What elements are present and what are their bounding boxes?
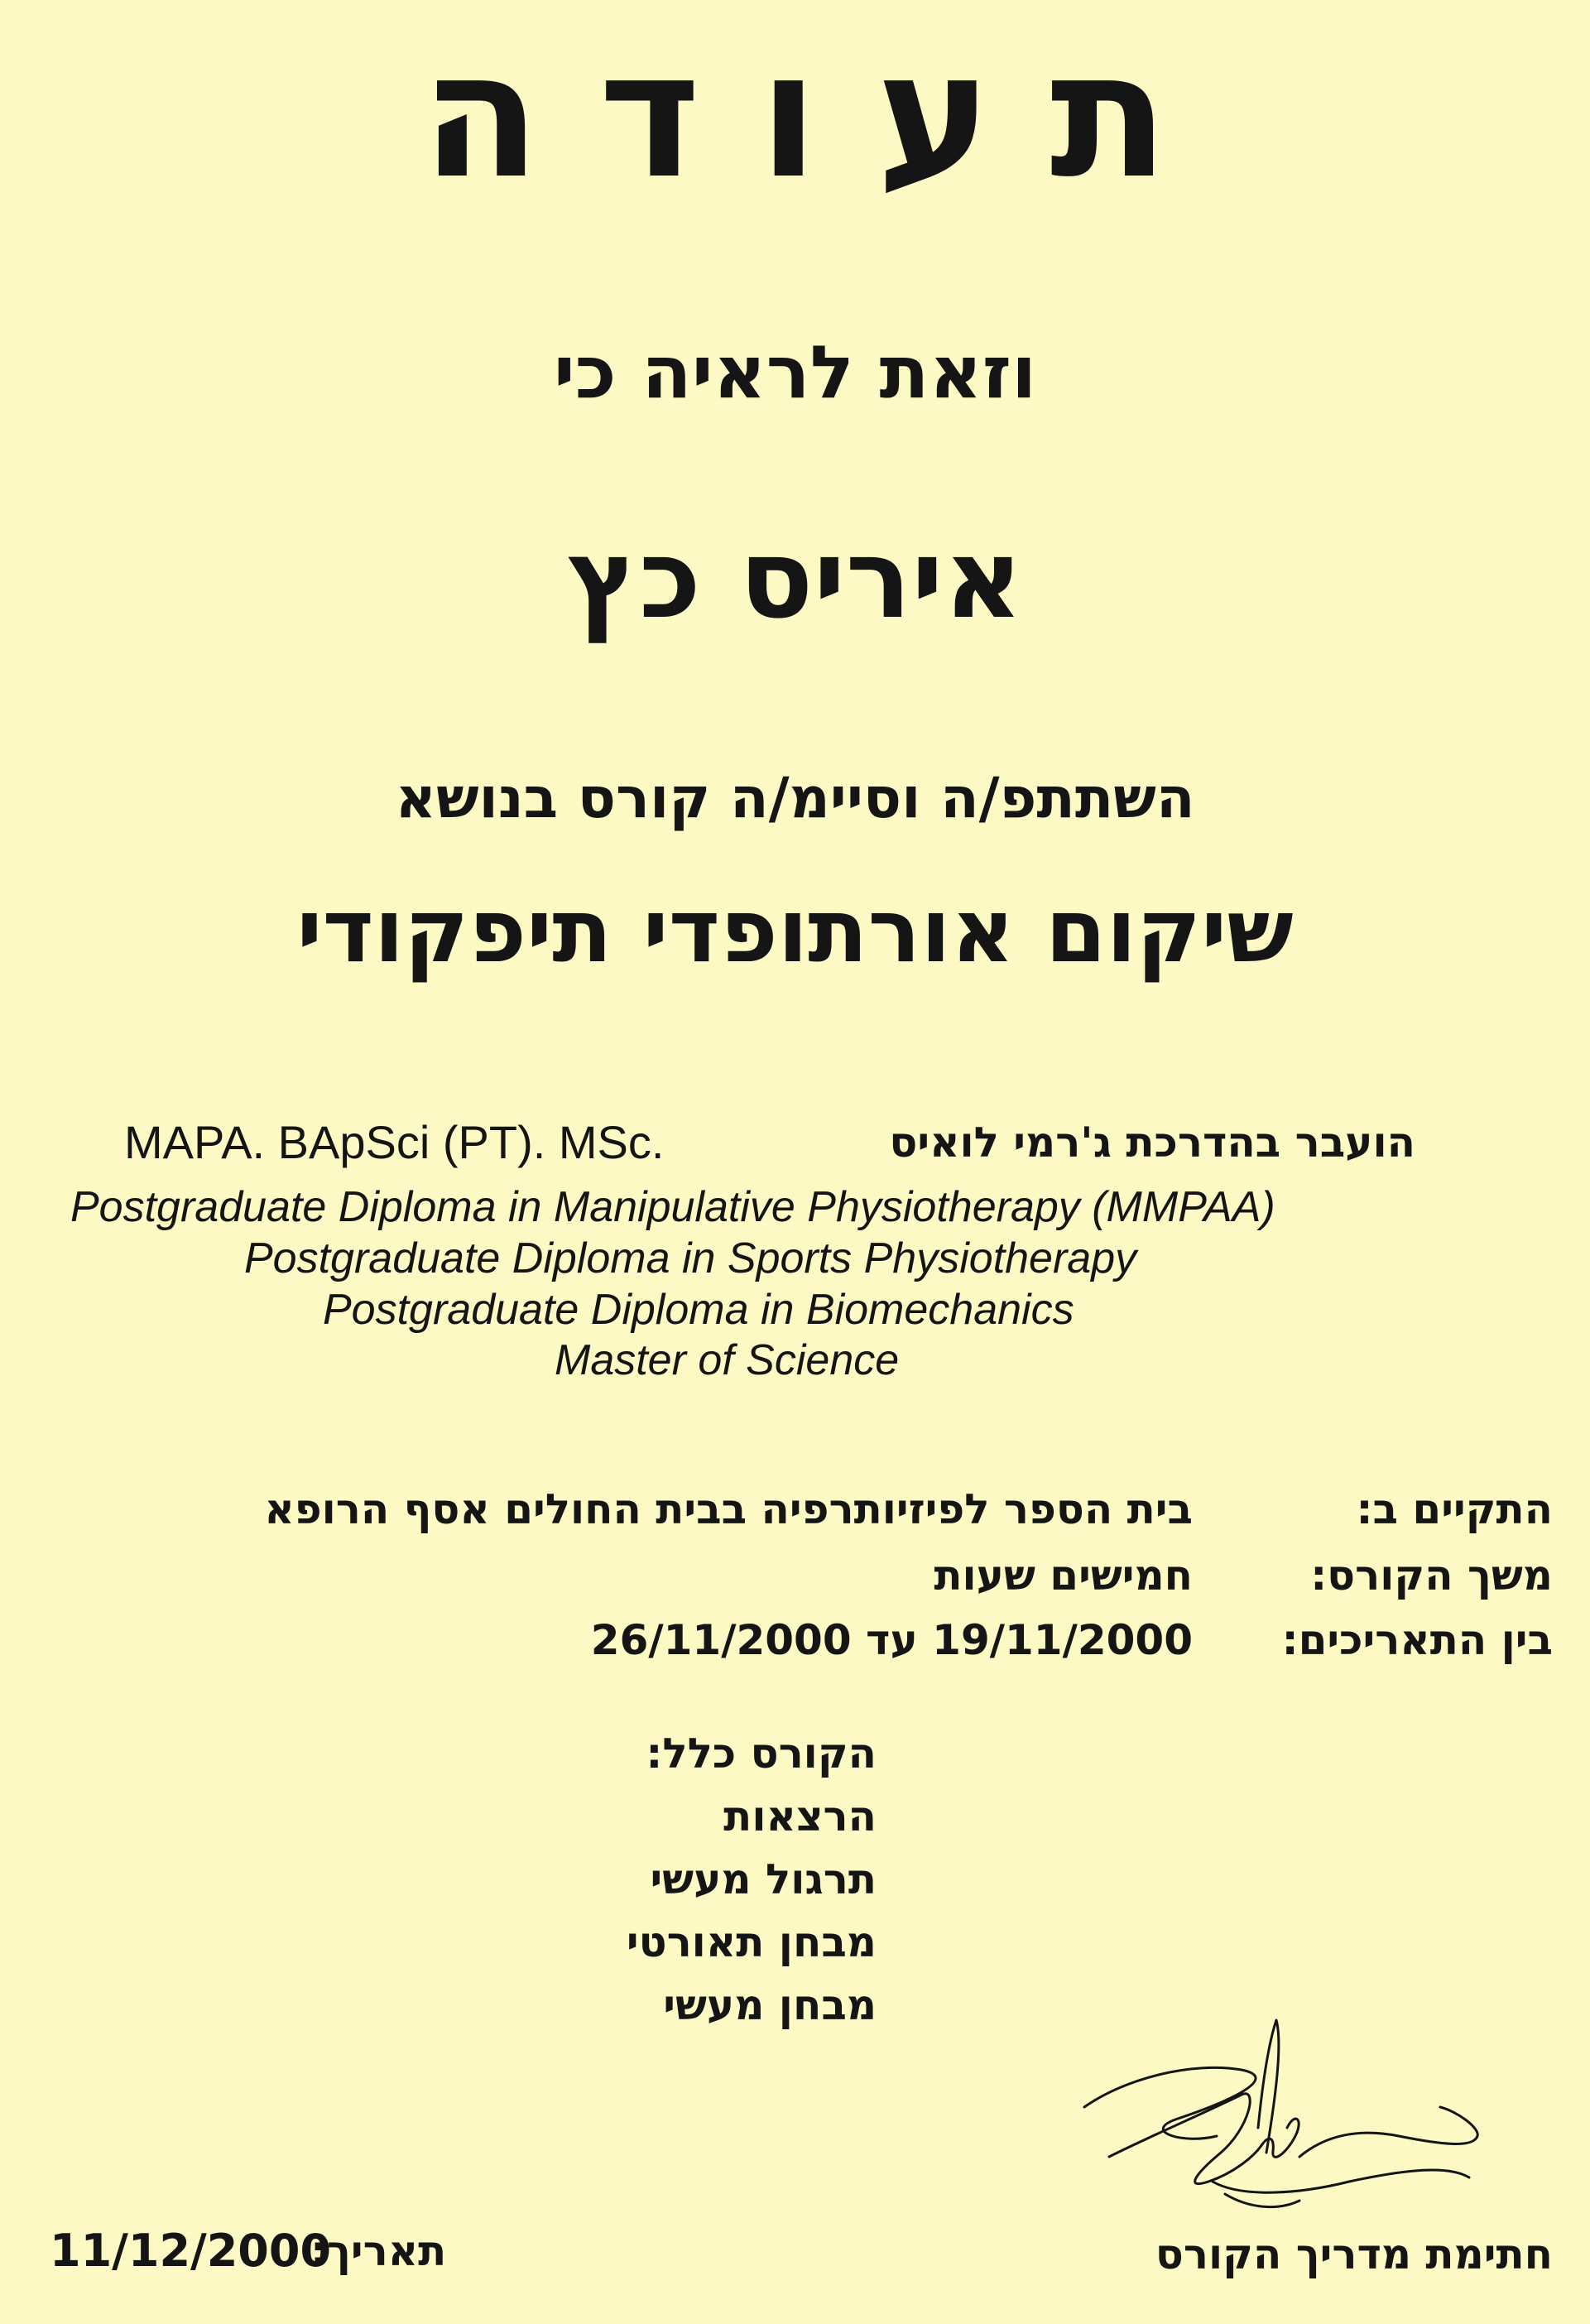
qualification-item: Postgraduate Diploma in Biomechanics [323,1286,1074,1334]
certificate-title: תעודה [420,14,1227,217]
qualification-item: Postgraduate Diploma in Manipulative Physiotherapy (MMPAA) [70,1183,1275,1231]
participated-text: השתתפ/ה וסיימ/ה קורס בנושא [395,766,1195,831]
date-label: תאריך: [310,2227,447,2275]
signature-label: חתימת מדריך הקורס [1155,2230,1553,2278]
qualification-item: Master of Science [555,1336,900,1384]
signature [1051,2012,1482,2260]
instructor-row [124,1114,1415,1180]
date-value: 11/12/2000 [50,2225,332,2277]
held-at-label: התקיים ב: [1356,1485,1553,1533]
includes-item: תרגול מעשי [650,1855,877,1903]
intro-text: וזאת לראיה כי [553,330,1037,415]
duration-label: משך הקורס: [1310,1552,1553,1600]
instructor-degrees: MAPA. BApSci (PT). MSc. [124,1116,665,1168]
dates-label: בין התאריכים: [1281,1616,1553,1664]
instructor-hebrew: הועבר בהדרכת ג'רמי לואיס [889,1119,1415,1167]
dates-value: 19/11/2000 עד 26/11/2000 [590,1616,1193,1664]
qualification-item: Postgraduate Diploma in Sports Physiotherapy [244,1234,1137,1282]
recipient-name: איריס כץ [566,516,1023,643]
course-includes [627,1722,877,2037]
includes-item: מבחן מעשי [663,1981,877,2029]
includes-item: הרצאות [723,1792,877,1840]
held-at-value: בית הספר לפיזיותרפיה בבית החולים אסף הרופא [264,1485,1193,1533]
duration-value: חמישים שעות [934,1552,1193,1600]
includes-item: מבחן תאורטי [626,1918,877,1966]
includes-heading: הקורס כלל: [646,1730,877,1778]
course-name: שיקום אורתופדי תיפקודי [296,880,1294,982]
